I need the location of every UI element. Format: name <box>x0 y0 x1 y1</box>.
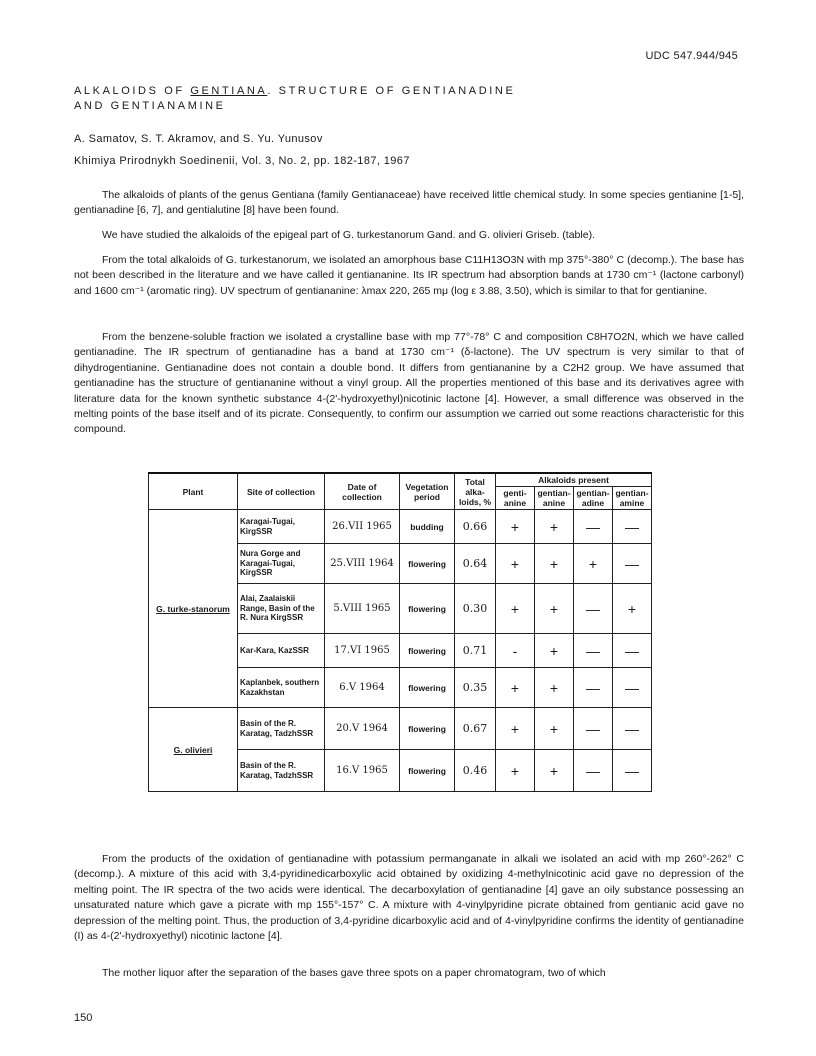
paragraph-oxidation: From the products of the oxidation of gentianadine with potassium permanganate in alkali we isolated an acid with mp 260°-262° C (decomp.). A mixture of this acid with 3,4-pyridinedicarboxylic acid obtained by oxidizing 4-methylnicotinic acid gave no depression of the melting point. The IR spectra of the two acids were identical. The decarboxylation of gentianadine [4] gave an oily substance possessing an unsaturated nature which gave a picrate with mp 155°-157° C. A mixture with 4-vinylpyridine picrate obtained from gentianic acid gave no depression of the melting point. Thus, the production of 3,4-pyridine dicarboxylic acid and of 4-vinylpyridine confirms the identity of gentianadine (I) as 4-(2'-hydroxyethyl) nicotinic lactone [4]. <box>74 853 744 943</box>
col-alkaloids-present: Alkaloids present <box>496 473 652 487</box>
site-cell: Alai, Zaalaiskii Range, Basin of the R. Nura KirgSSR <box>238 584 325 634</box>
mark-cell: + <box>496 750 535 792</box>
table-row <box>149 708 652 750</box>
mark-cell: + <box>535 510 574 544</box>
date-cell: 5.VIII 1965 <box>325 584 400 634</box>
col-site: Site of collection <box>238 473 325 510</box>
mark-cell: + <box>496 544 535 584</box>
mark-cell: + <box>496 708 535 750</box>
authors: A. Samatov, S. T. Akramov, and S. Yu. Yunusov <box>74 133 323 145</box>
mark-cell: — <box>574 750 613 792</box>
mark-cell: — <box>613 634 652 668</box>
mark-cell: + <box>574 544 613 584</box>
mark-cell: + <box>496 668 535 708</box>
total-cell: 0.46 <box>455 750 496 792</box>
col-gentianine: genti-anine <box>496 487 535 510</box>
veg-cell: flowering <box>400 708 455 750</box>
site-cell: Basin of the R. Karatag, TadzhSSR <box>238 708 325 750</box>
col-total: Total alka-loids, % <box>455 473 496 510</box>
mark-cell: — <box>574 708 613 750</box>
mark-cell: — <box>574 668 613 708</box>
site-cell: Basin of the R. Karatag, TadzhSSR <box>238 750 325 792</box>
mark-cell: + <box>496 510 535 544</box>
veg-cell: flowering <box>400 544 455 584</box>
mark-cell: + <box>496 584 535 634</box>
mark-cell: — <box>574 510 613 544</box>
total-cell: 0.64 <box>455 544 496 584</box>
site-cell: Kar-Kara, KazSSR <box>238 634 325 668</box>
title-part: ALKALOIDS OF <box>74 85 191 97</box>
veg-cell: budding <box>400 510 455 544</box>
page-number: 150 <box>74 1012 93 1024</box>
paragraph-mother-liquor: The mother liquor after the separation of the bases gave three spots on a paper chromatogram, two of which <box>102 967 606 979</box>
paragraph-gentianadine: From the benzene-soluble fraction we isolated a crystalline base with mp 77°-78° C and composition C8H7O2N, which we have called gentianadine. The IR spectrum of gentianadine has a band at 1730 cm⁻¹ (δ-lactone). The UV spectrum is very similar to that of dihydrogentianine. Gentianadine does not contain a double bond. It differs from gentiananine by a C2H2 group. We have assumed that gentianadine has the structure of gentiananine without a vinyl group. All the properties mentioned of this base and its derivatives agree with literature data for the known synthetic substance 4-(2'-hydroxyethyl)nicotinic lactone [4]. However, a small difference was observed in the melting points of the base itself and of its picrate. Consequently, to confirm our assumption we carried out some reactions characteristic for this compound. <box>74 331 744 436</box>
mark-cell: - <box>496 634 535 668</box>
mark-cell: — <box>613 708 652 750</box>
mark-cell: + <box>535 708 574 750</box>
mark-cell: + <box>535 668 574 708</box>
date-cell: 17.VI 1965 <box>325 634 400 668</box>
mark-cell: — <box>613 750 652 792</box>
total-cell: 0.30 <box>455 584 496 634</box>
mark-cell: — <box>574 634 613 668</box>
table-row <box>149 510 652 544</box>
total-cell: 0.35 <box>455 668 496 708</box>
veg-cell: flowering <box>400 668 455 708</box>
udc-code: UDC 547.944/945 <box>645 50 738 62</box>
mark-cell: + <box>613 584 652 634</box>
col-date: Date of collection <box>325 473 400 510</box>
site-cell: Karagai-Tugai, KirgSSR <box>238 510 325 544</box>
total-cell: 0.66 <box>455 510 496 544</box>
mark-cell: — <box>613 510 652 544</box>
journal-citation: Khimiya Prirodnykh Soedinenii, Vol. 3, No. 2, pp. 182-187, 1967 <box>74 155 410 167</box>
plant-name: G. turke-stanorum <box>149 510 238 708</box>
date-cell: 20.V 1964 <box>325 708 400 750</box>
date-cell: 26.VII 1965 <box>325 510 400 544</box>
plant-name: G. olivieri <box>149 708 238 792</box>
col-gentianadine: gentian-adine <box>574 487 613 510</box>
date-cell: 6.V 1964 <box>325 668 400 708</box>
col-plant: Plant <box>149 473 238 510</box>
title-part: . STRUCTURE OF GENTIANADINE <box>267 85 516 97</box>
title-genus: GENTIANA <box>190 85 268 97</box>
mark-cell: + <box>535 544 574 584</box>
title-line-2: AND GENTIANAMINE <box>74 100 226 112</box>
mark-cell: + <box>535 750 574 792</box>
veg-cell: flowering <box>400 584 455 634</box>
site-cell: Nura Gorge and Karagai-Tugai, KirgSSR <box>238 544 325 584</box>
mark-cell: + <box>535 634 574 668</box>
paragraph-study: We have studied the alkaloids of the epigeal part of G. turkestanorum Gand. and G. olivieri Griseb. (table). <box>102 229 595 241</box>
date-cell: 16.V 1965 <box>325 750 400 792</box>
article-title <box>74 84 515 114</box>
col-veg: Vegetation period <box>400 473 455 510</box>
col-gentianamine: gentian-amine <box>613 487 652 510</box>
mark-cell: — <box>574 584 613 634</box>
date-cell: 25.VIII 1964 <box>325 544 400 584</box>
col-gentiananine: gentian-anine <box>535 487 574 510</box>
mark-cell: — <box>613 544 652 584</box>
veg-cell: flowering <box>400 634 455 668</box>
paragraph-gentiananine: From the total alkaloids of G. turkestanorum, we isolated an amorphous base C11H13O3N with mp 375°-380° C (decomp.). The base has not been described in the literature and we have called it gentiananine. Its IR spectrum had absorption bands at 1730 cm⁻¹ (lactone carbonyl) and 1600 cm⁻¹ (aromatic ring). UV spectrum of gentiananine: λmax 220, 265 mμ (log ε 3.88, 3.50), which is similar to that for gentianine. <box>74 254 744 297</box>
paragraph-intro: The alkaloids of plants of the genus Gentiana (family Gentianaceae) have received little chemical study. In some species gentianine [1-5], gentianadine [6, 7], and gentialutine [8] have been found. <box>74 189 744 217</box>
total-cell: 0.67 <box>455 708 496 750</box>
site-cell: Kaplanbek, southern Kazakhstan <box>238 668 325 708</box>
veg-cell: flowering <box>400 750 455 792</box>
mark-cell: + <box>535 584 574 634</box>
alkaloids-table <box>148 472 652 792</box>
mark-cell: — <box>613 668 652 708</box>
total-cell: 0.71 <box>455 634 496 668</box>
